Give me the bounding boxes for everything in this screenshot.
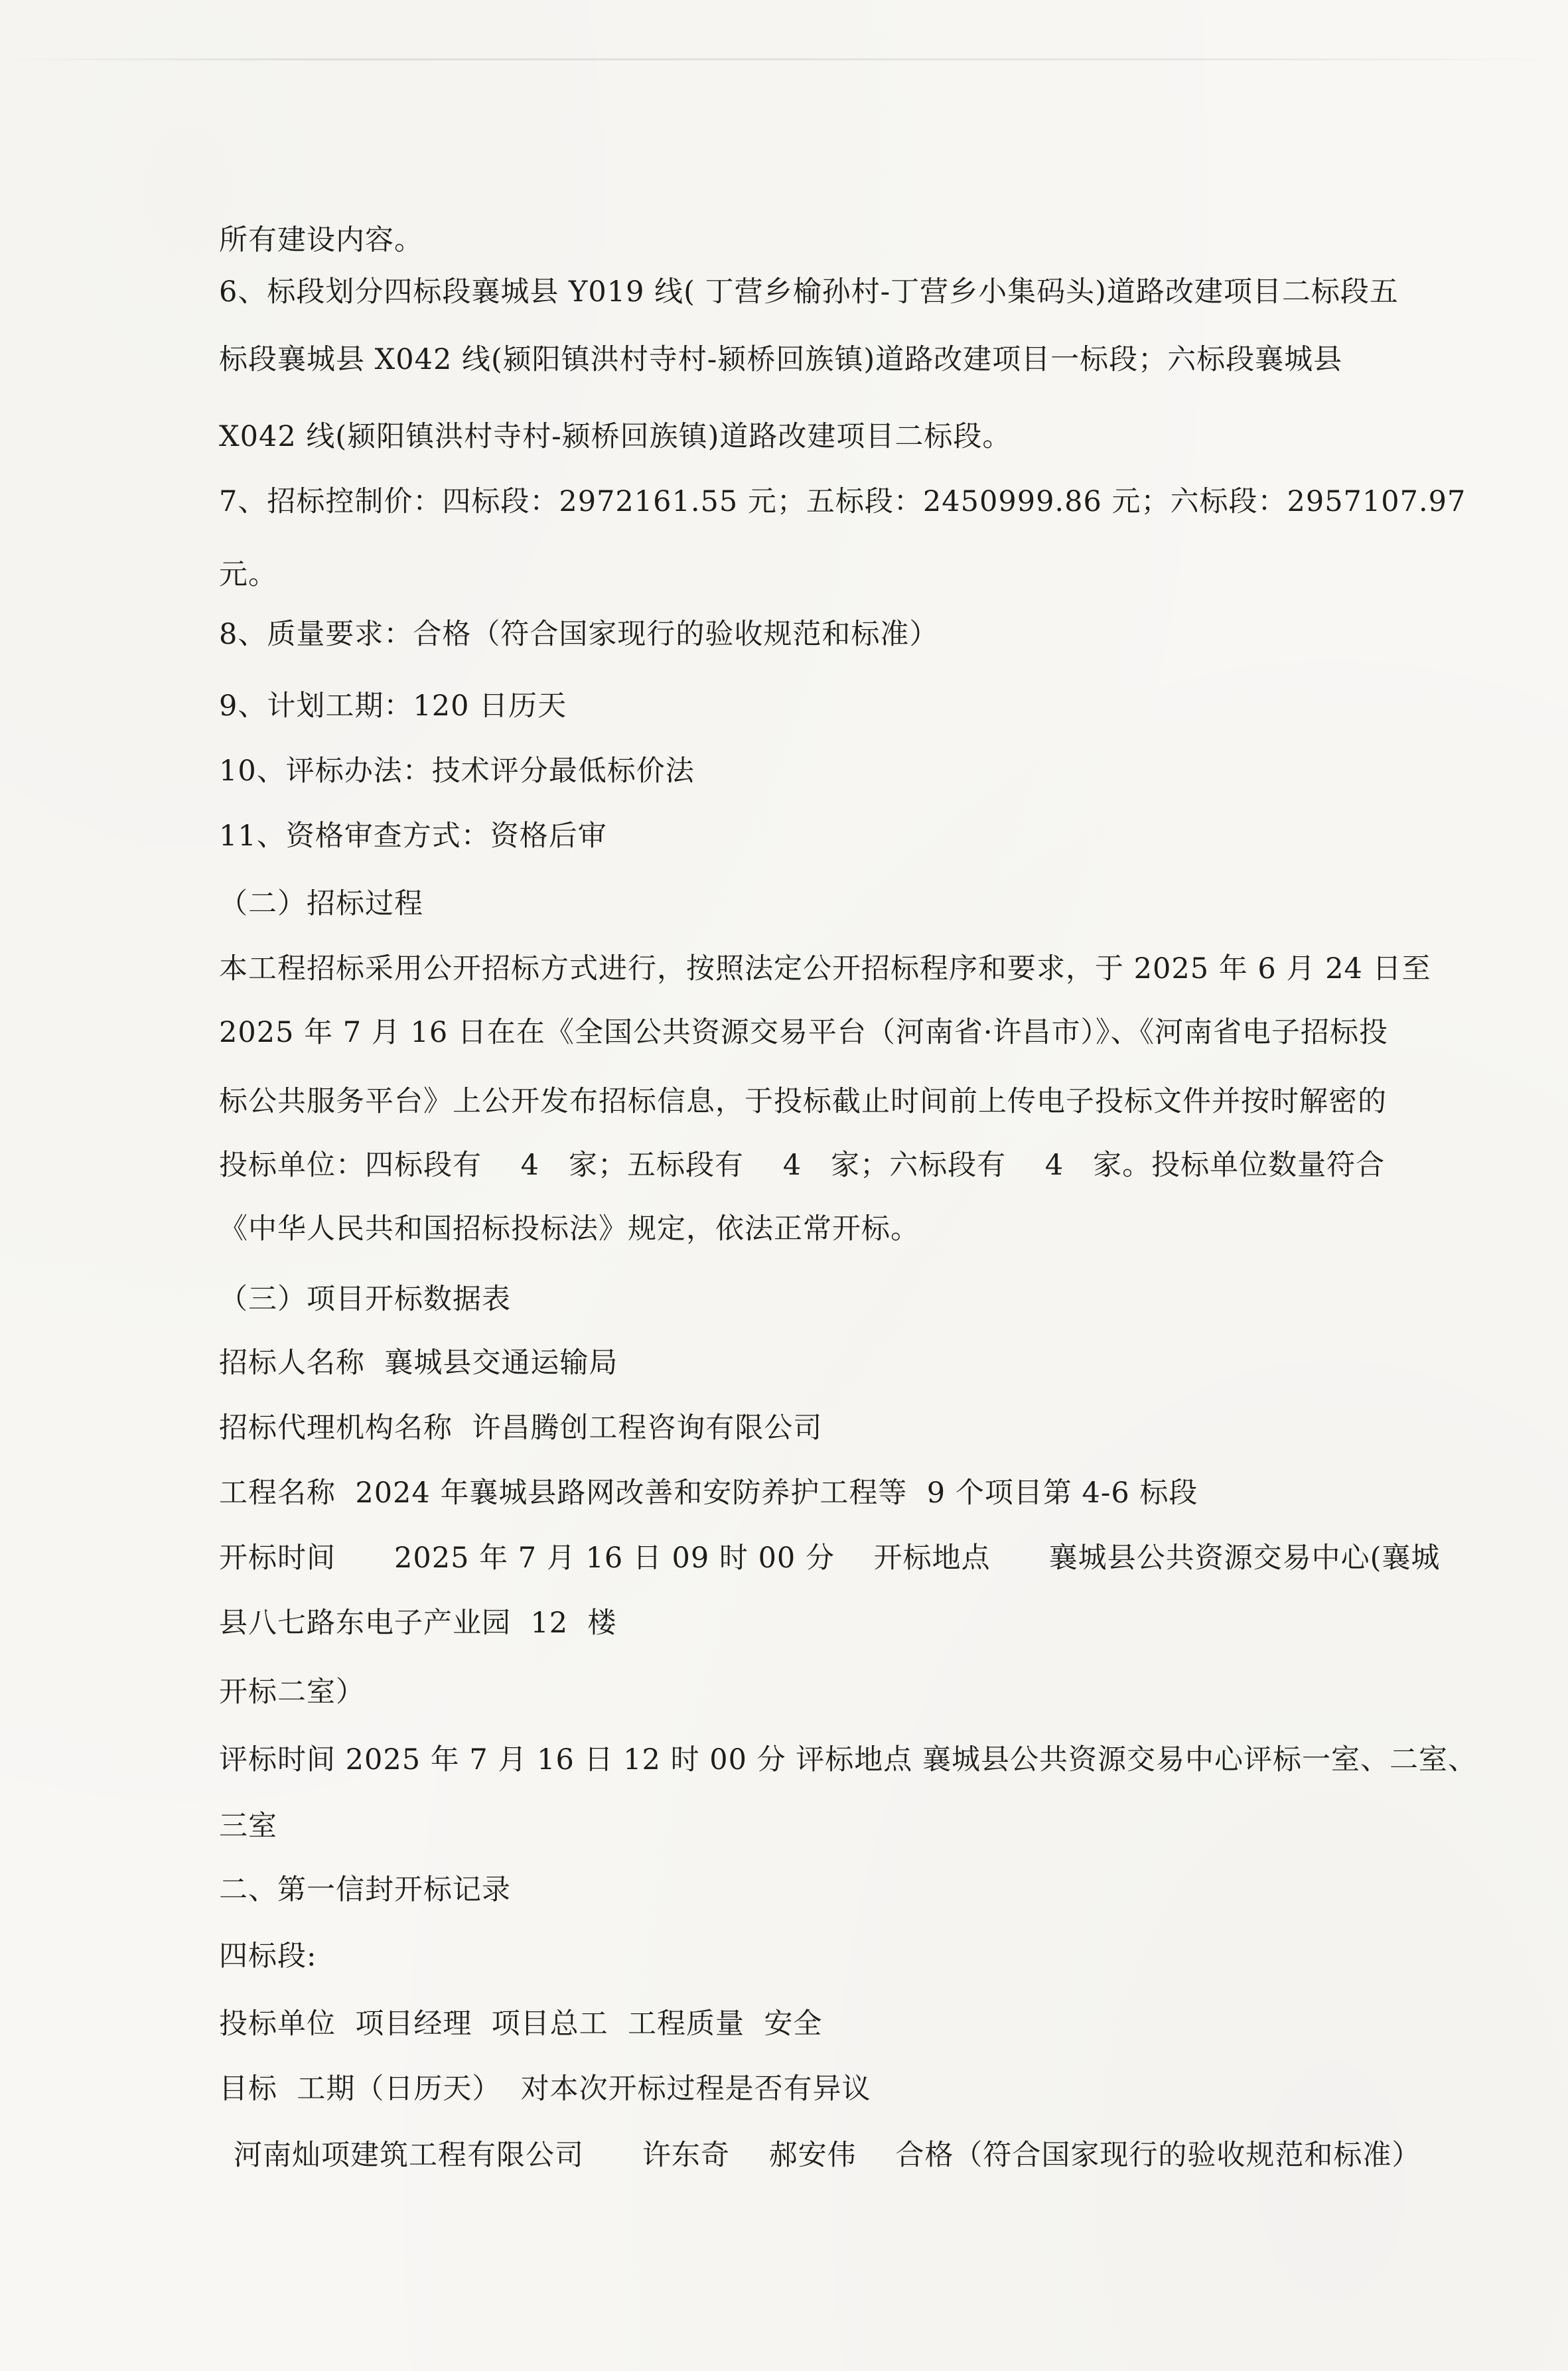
text-line-4: X042 线(颍阳镇洪村寺村-颍桥回族镇)道路改建项目二标段。	[219, 420, 1012, 453]
text-line-20: 工程名称 2024 年襄城县路网改善和安防养护工程等 9 个项目第 4-6 标段	[219, 1476, 1198, 1510]
text-line-27: 四标段:	[219, 1940, 317, 1973]
text-line-2: 6、标段划分四标段襄城县 Y019 线( 丁营乡榆孙村-丁营乡小集码头)道路改建项目二标段五	[219, 275, 1399, 309]
section-heading-bidding-process: （二）招标过程	[219, 887, 423, 920]
text-line-9: 10、评标办法：技术评分最低标价法	[219, 754, 695, 788]
text-line-19: 招标代理机构名称 许昌腾创工程咨询有限公司	[219, 1411, 823, 1445]
table-header-line-2: 目标 工期（日历天） 对本次开标过程是否有异议	[219, 2072, 871, 2106]
table-row-bidder-1: 河南灿项建筑工程有限公司 许东奇 郝安伟 合格（符合国家现行的验收规范和标准）	[234, 2139, 1421, 2172]
text-line-8: 9、计划工期：120 日历天	[219, 689, 567, 723]
text-line-15: 投标单位：四标段有 4 家；五标段有 4 家；六标段有 4 家。投标单位数量符合	[219, 1149, 1386, 1182]
text-line-16: 《中华人民共和国招标投标法》规定，依法正常开标。	[219, 1212, 920, 1246]
scan-edge	[0, 58, 1568, 60]
text-line-25: 三室	[219, 1810, 277, 1843]
text-line-22: 县八七路东电子产业园 12 楼	[219, 1607, 617, 1640]
text-line-14: 标公共服务平台》上公开发布招标信息，于投标截止时间前上传电子投标文件并按时解密的	[219, 1085, 1387, 1118]
text-line-12: 本工程招标采用公开招标方式进行，按照法定公开招标程序和要求，于 2025 年 6 月 24 日至	[219, 952, 1431, 985]
text-line-10: 11、资格审查方式：资格后审	[219, 820, 607, 853]
text-line-24: 评标时间 2025 年 7 月 16 日 12 时 00 分 评标地点 襄城县公共资源交易中心评标一室、二室、	[219, 1743, 1477, 1776]
text-line-3: 标段襄城县 X042 线(颍阳镇洪村寺村-颍桥回族镇)道路改建项目一标段；六标段襄城县	[219, 343, 1343, 376]
text-line-13: 2025 年 7 月 16 日在在《全国公共资源交易平台（河南省·许昌市）》、《河南省电子招标投	[219, 1016, 1389, 1049]
text-line-1: 所有建设内容。	[219, 224, 423, 257]
text-line-18: 招标人名称 襄城县交通运输局	[219, 1346, 618, 1380]
text-line-7: 8、质量要求：合格（符合国家现行的验收规范和标准）	[219, 618, 939, 651]
text-line-23: 开标二室）	[219, 1676, 365, 1709]
text-line-5: 7、招标控制价：四标段：2972161.55 元；五标段：2450999.86 元；六标段：2957107.97	[219, 485, 1466, 518]
section-heading-first-envelope: 二、第一信封开标记录	[219, 1873, 511, 1906]
table-header-line-1: 投标单位 项目经理 项目总工 工程质量 安全	[219, 2007, 823, 2041]
section-heading-opening-data: （三）项目开标数据表	[219, 1283, 511, 1316]
text-line-21: 开标时间 2025 年 7 月 16 日 09 时 00 分 开标地点 襄城县公共资源交易中心(襄城	[219, 1542, 1441, 1575]
text-line-6: 元。	[219, 558, 277, 591]
